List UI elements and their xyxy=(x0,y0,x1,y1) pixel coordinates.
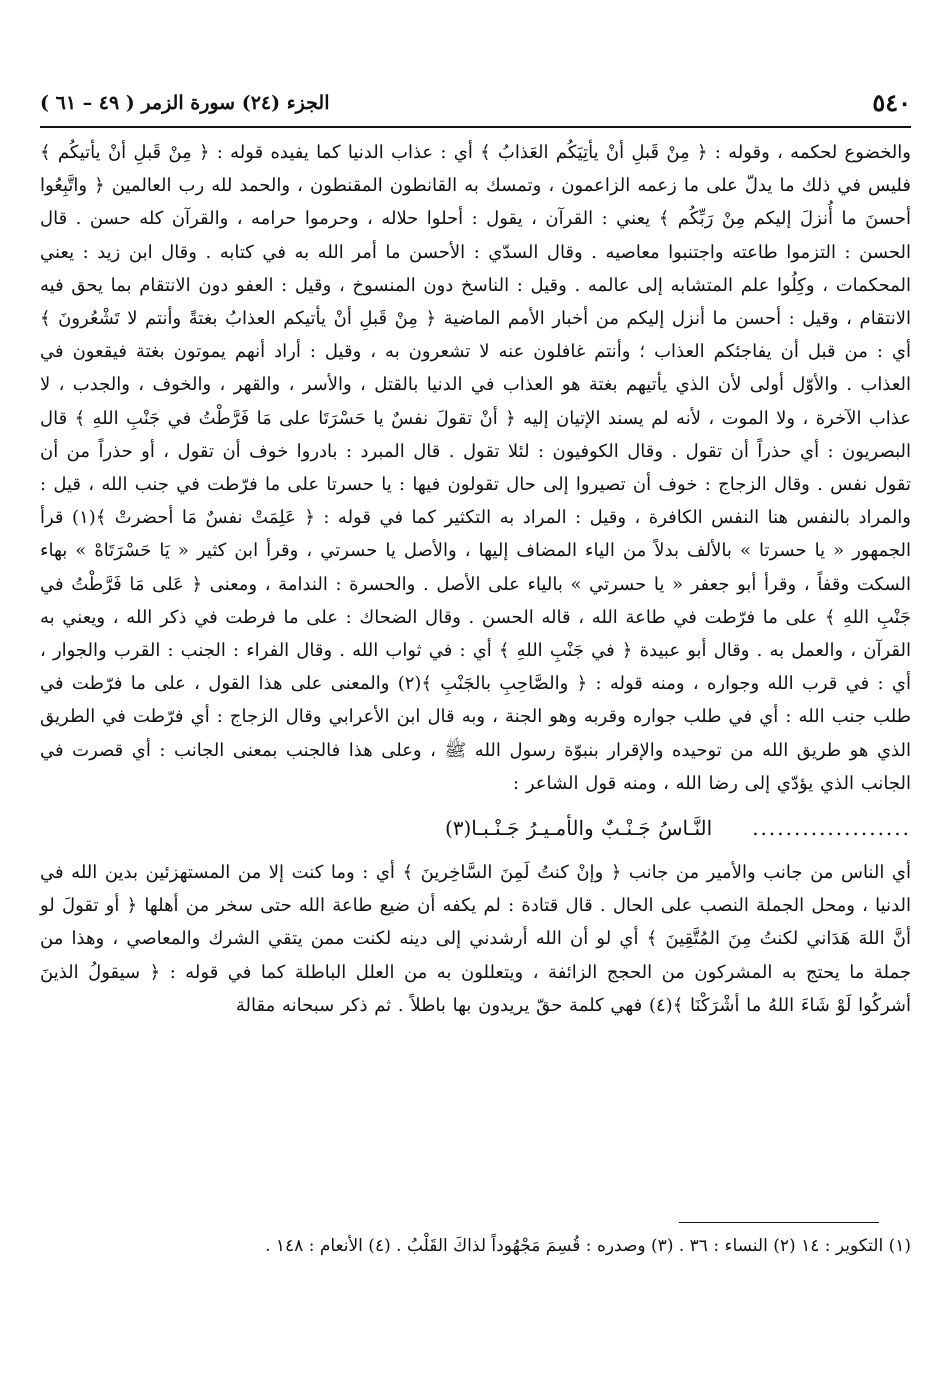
header-divider xyxy=(40,126,911,128)
paragraph: والخضوع لحكمه ، وقوله : ﴿ مِنْ قَبلِ أنْ يأتِيَكُم العَذابُ ﴾ أي : عذاب الدنيا كما يفيده قوله : ﴿ مِنْ قَبلِ أنْ يأتيكُم ﴾ فليس في ذلك ما يدلّ على ما زعمه الزاعمون ، وتمسك به القانطون المقنطون ، والحمد لله رب العالمين ﴿ واتَّبِعُوا أحسنَ ما أُنزلَ إليكم مِنْ رَبِّكُم ﴾ يعني : القرآن ، يقول : أحلوا حلاله ، وحرموا حرامه ، والقرآن كله حسن . قال الحسن : التزموا طاعته واجتنبوا معاصيه . وقال السدّي : الأحسن ما أمر الله به في كتابه . وقال ابن زيد : يعني المحكمات ، وكِلُوا علم المتشابه إلى عالمه . وقيل : الناسخ دون المنسوخ ، وقيل : العفو دون الانتقام بما يحق فيه الانتقام ، وقيل : أحسن ما أنزل إليكم من أخبار الأمم الماضية ﴿ مِنْ قَبلِ أنْ يأتيكم العذابُ بغتةً وأنتم لا تَشْعُرونَ ﴾ أي : من قبل أن يفاجئكم العذاب ؛ وأنتم غافلون عنه لا تشعرون به ، وقيل : أراد أنهم يموتون بغتة فيقعون في العذاب . والأوّل أولى لأن الذي يأتيهم بغتة هو العذاب في الدنيا بالقتل ، والأسر ، والقهر ، والخوف ، والجدب ، لا عذاب الآخرة ، ولا الموت ، لأنه لم يسند الإتيان إليه ﴿ أنْ تقولَ نفسٌ يا حَسْرَتَا على مَا فَرَّطْتُ في جَنْبِ اللهِ ﴾ قال البصريون : أي حذراً أن تقول . وقال الكوفيون : لئلا تقول . قال المبرد : بادروا خوف أن تقول ، أو حذراً من أن تقول نفس . وقال الزجاج : خوف أن تصيروا إلى حال تقولون فيها : يا حسرتا على ما فرّطت في جنب الله ، قيل : والمراد بالنفس هنا النفس الكافرة ، وقيل : المراد به التكثير كما في قوله : ﴿ عَلِمَتْ نفسٌ مَا أحضرتْ ﴾(١) قرأ الجمهور « يا حسرتا » بالألف بدلاً من الياء المضاف إليها ، والأصل يا حسرتي ، وقرأ ابن كثير « يَا حَسْرَتَاهْ » بهاء السكت وقفاً ، وقرأ أبو جعفر « يا حسرتي » بالياء على الأصل . والحسرة : الندامة ، ومعنى ﴿ عَلى مَا فَرَّطْتُ في جَنْبِ اللهِ ﴾ على ما فرّطت في طاعة الله ، قاله الحسن . وقال الضحاك : على ما فرطت في ذكر الله ، ويعني به القرآن ، والعمل به . وقال أبو عبيدة ﴿ في جَنْبِ اللهِ ﴾ أي : في ثواب الله . وقال الفراء : الجنب : القرب والجوار ، أي : في قرب الله وجواره ، ومنه قوله : ﴿ والصَّاحِبِ بالجَنْبِ ﴾(٢) والمعنى على هذا القول ، على ما فرّطت في طلب جنب الله : أي في طلب جواره وقربه وهو الجنة ، وبه قال ابن الأعرابي وقال الزجاج : أي فرّطت في الطريق الذي هو طريق الله من توحيده والإقرار بنبوّة رسول الله ﷺ ، وعلى هذا فالجنب بمعنى الجانب : أي قصرت في الجانب الذي يؤدّي إلى رضا الله ، ومنه قول الشاعر : xyxy=(40,142,912,794)
footnotes: (١) التكوير : ١٤ (٢) النساء : ٣٦ . (٣) وصدره : قُسِمَ مَجْهُوداً لذاكَ القَلْبُ . (٤) الأنعام : ١٤٨ . xyxy=(265,1236,911,1256)
main-text xyxy=(40,136,911,1022)
paragraph: أي الناس من جانب والأمير من جانب ﴿ وإنْ كنتُ لَمِنَ السَّاخِرينَ ﴾ أي : وما كنت إلا من المستهزئين بدين الله في الدنيا ، ومحل الجملة النصب على الحال . قال قتادة : لم يكفه أن ضيع طاعة الله حتى سخر من أهلها ﴿ أو تقولَ لو أنَّ اللهَ هَدَاني لكنتُ مِنَ المُتَّقِينَ ﴾ أي لو أن الله أرشدني إلى دينه لكنت ممن يتقي الشرك والمعاصي ، وهذا من جملة ما يحتج به المشركون من الحجج الزائفة ، ويتعللون به من العلل الباطلة كما في قوله : ﴿ سيقولُ الذينَ أشركُوا لَوْ شَاءَ اللهُ ما أشْرَكْنَا ﴾(٤) فهي كلمة حقّ يريدون بها باطلاً . ثم ذكر سبحانه مقالة xyxy=(40,862,911,1016)
page-number: ٥٤٠ xyxy=(872,88,911,117)
running-title: الجزء (٢٤) سورة الزمر ( ٤٩ – ٦١ ) xyxy=(40,92,330,114)
verse-text: النَّـاسُ جَـنْـبٌ والأمـيـرُ جَـنْـبـا(٣) xyxy=(444,816,713,841)
poetry-verse xyxy=(40,806,911,850)
page-header xyxy=(40,88,911,124)
verse-ellipsis: ................... xyxy=(752,816,911,841)
footnote-divider xyxy=(679,1222,879,1223)
